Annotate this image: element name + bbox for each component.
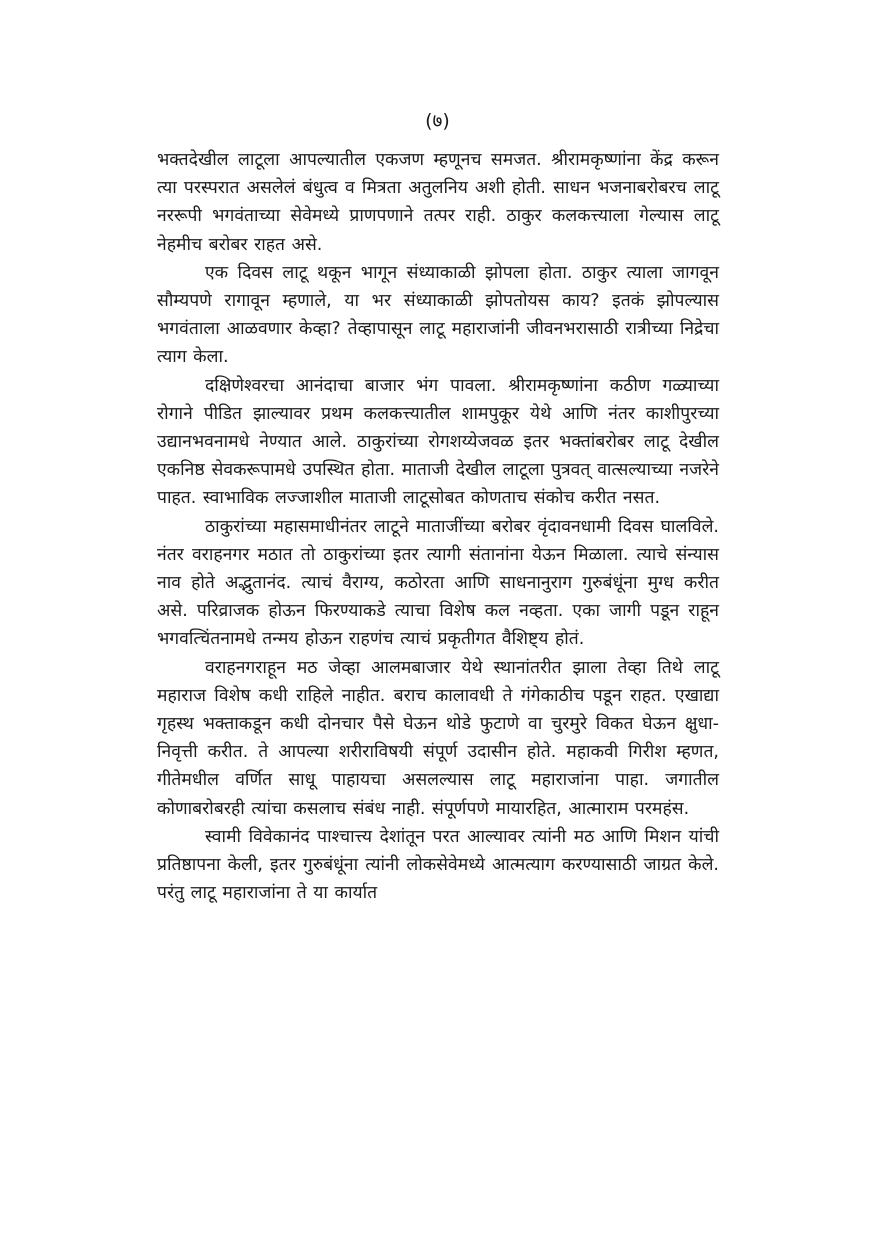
page-number: (७) — [425, 110, 450, 132]
paragraph-1: भक्तदेखील लाटूला आपल्यातील एकजण म्हणूनच समजत. श्रीरामकृष्णांना केंद्र करून त्या परस्परात असलेलं बंधुत्व व मित्रता अतुलनिय अशी होती. साधन भजनाबरोबरच लाटू नररूपी भगवंताच्या सेवेमध्ये प्राणपणाने तत्पर राही. ठाकुर कलकत्त्याला गेल्यास लाटू नेहमीच बरोबर राहत असे. — [157, 150, 719, 255]
paragraph-5: वराहनगराहून मठ जेव्हा आलमबाजार येथे स्थानांतरीत झाला तेव्हा तिथे लाटू महाराज विशेष कधी राहिले नाहीत. बराच कालावधी ते गंगेकाठीच पडून राहत. एखाद्या गृहस्थ भक्ताकडून कधी दोनचार पैसे घेऊन थोडे फुटाणे वा चुरमुरे विकत घेऊन क्षुधा-निवृत्ती करीत. ते आपल्या शरीराविषयी संपूर्ण उदासीन होते. महाकवी गिरीश म्हणत, गीतेमधील वर्णित साधू पाहायचा असलल्यास लाटू महाराजांना पाहा. जगातील कोणाबरोबरही त्यांचा कसलाच संबंध नाही. संपूर्णपणे मायारहित, आत्माराम परमहंस. — [157, 657, 719, 819]
paragraph-3: दक्षिणेश्वरचा आनंदाचा बाजार भंग पावला. श्रीरामकृष्णांना कठीण गळ्याच्या रोगाने पीडित झाल्यावर प्रथम कलकत्त्यातील शामपुकूर येथे आणि नंतर काशीपुरच्या उद्यानभवनामधे नेण्यात आले. ठाकुरांच्या रोगशय्येजवळ इतर भक्तांबरोबर लाटू देखील एकनिष्ठ सेवकरूपामधे उपस्थित होता. माताजी देखील लाटूला पुत्रवत् वात्सल्याच्या नजरेने पाहत. स्वाभाविक लज्जाशील माताजी लाटूसोबत कोणताच संकोच करीत नसत. — [157, 375, 719, 509]
paragraph-2: एक दिवस लाटू थकून भागून संध्याकाळी झोपला होता. ठाकुर त्याला जागवून सौम्यपणे रागावून म्हणाले, या भर संध्याकाळी झोपतोयस काय? इतकं झोपल्यास भगवंताला आळवणार केव्हा? तेव्हापासून लाटू महाराजांनी जीवनभरासाठी रात्रीच्या निद्रेचा त्याग केला. — [157, 262, 719, 368]
paragraph-4: ठाकुरांच्या महासमाधीनंतर लाटूने माताजींच्या बरोबर वृंदावनधामी दिवस घालविले. नंतर वराहनगर मठात तो ठाकुरांच्या इतर त्यागी संतानांना येऊन मिळाला. त्याचे संन्यास नाव होते अद्भुतानंद. त्याचं वैराग्य, कठोरता आणि साधनानुराग गुरुबंधूंना मुग्ध करीत असे. परिव्राजक होऊन फिरण्याकडे त्याचा विशेष कल नव्हता. एका जागी पडून राहून भगवत्चिंतनामधे तन्मय होऊन राहणंच त्याचं प्रकृतीगत वैशिष्ट्य होतं. — [157, 516, 719, 650]
paragraph-6: स्वामी विवेकानंद पाश्चात्त्य देशांतून परत आल्यावर त्यांनी मठ आणि मिशन यांची प्रतिष्ठापना केली, इतर गुरुबंधूंना त्यांनी लोकसेवेमध्ये आत्मत्याग करण्यासाठी जाग्रत केले. परंतु लाटू महाराजांना ते या कार्यात — [157, 826, 719, 904]
body-text — [157, 146, 719, 907]
